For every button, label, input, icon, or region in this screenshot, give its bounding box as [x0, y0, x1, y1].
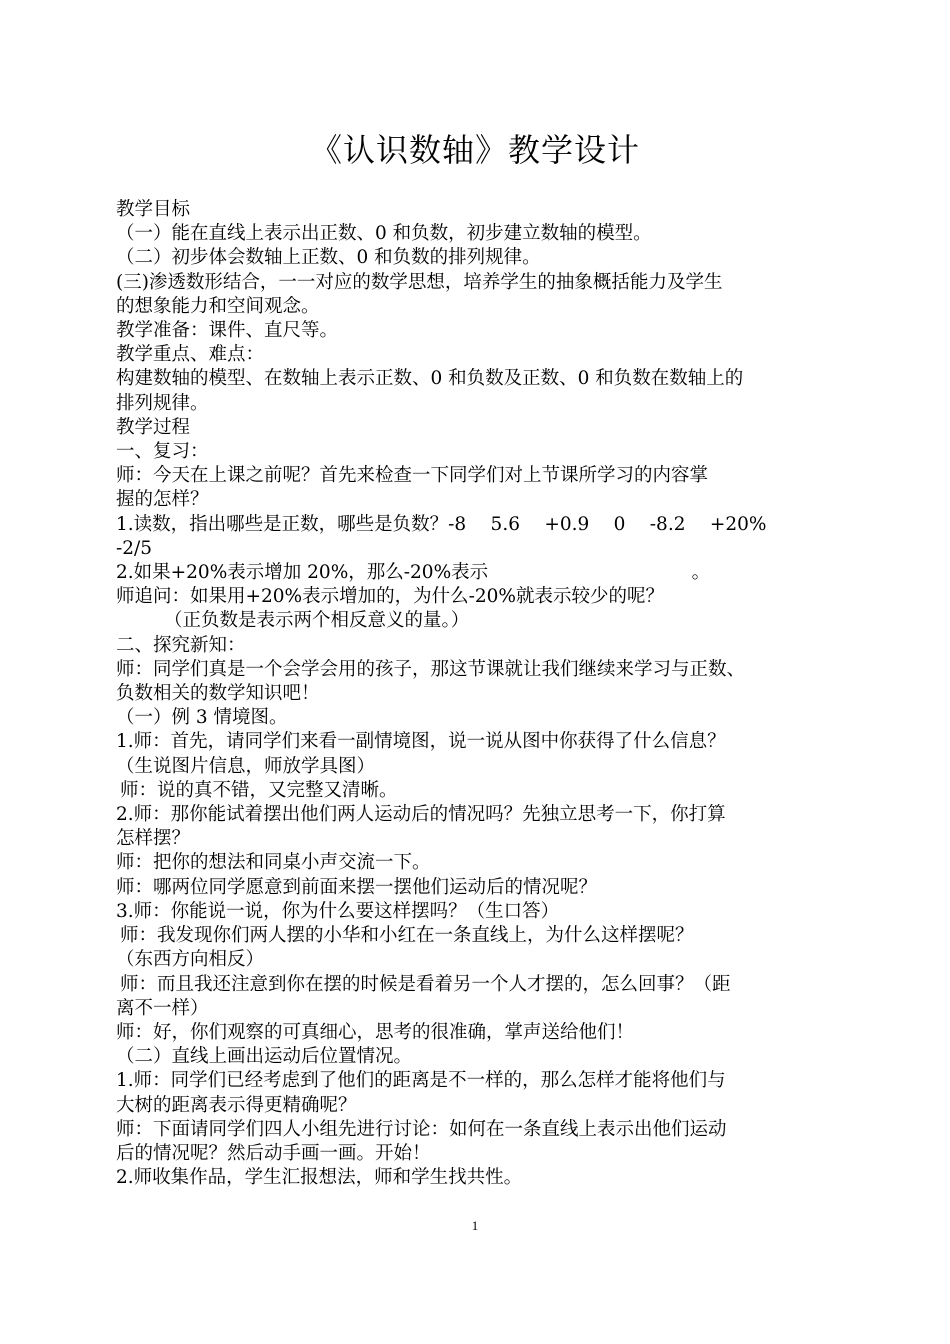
paragraph-line: 的想象能力和空间观念。 — [116, 295, 320, 317]
paragraph-line: （生说图片信息，师放学具图） — [116, 755, 376, 777]
paragraph-line: 教学准备：课件、直尺等。 — [116, 320, 339, 342]
paragraph-line: -2/5 — [116, 537, 153, 559]
page-number: 1 — [471, 1218, 479, 1233]
paragraph-line: 师：好，你们观察的可真细心，思考的很准确，掌声送给他们！ — [116, 1021, 635, 1043]
paragraph-line: 2.如果+20%表示增加 20%，那么-20%表示 。 — [116, 562, 711, 584]
section-heading: 教学过程 — [116, 416, 191, 438]
section-heading: 教学重点、难点： — [116, 344, 265, 366]
paragraph-line: 1.读数，指出哪些是正数，哪些是负数？-8 5.6 +0.9 0 -8.2 +20% — [116, 513, 767, 535]
paragraph-line: 负数相关的数学知识吧！ — [116, 683, 320, 705]
paragraph-line: 师：今天在上课之前呢？首先来检查一下同学们对上节课所学习的内容掌 — [116, 465, 709, 487]
paragraph-line: 师追问：如果用+20%表示增加的，为什么-20%就表示较少的呢？ — [116, 586, 664, 608]
paragraph-line: 握的怎样？ — [116, 489, 209, 511]
paragraph-line: 排列规律。 — [116, 392, 209, 414]
paragraph-line: （二）直线上画出运动后位置情况。 — [116, 1046, 413, 1068]
paragraph-line: 大树的距离表示得更精确呢？ — [116, 1094, 357, 1116]
paragraph-line: 1.师：同学们已经考虑到了他们的距离是不一样的，那么怎样才能将他们与 — [116, 1070, 726, 1092]
paragraph-line: 2.师：那你能试着摆出他们两人运动后的情况吗？先独立思考一下，你打算 — [116, 804, 726, 826]
paragraph-line: 师：下面请同学们四人小组先进行讨论：如何在一条直线上表示出他们运动 — [116, 1118, 727, 1140]
section-heading: 一、复习： — [116, 441, 209, 463]
paragraph-line: 师：而且我还注意到你在摆的时候是看着另一个人才摆的，怎么回事？（距 — [120, 973, 731, 995]
paragraph-line: （一）例 3 情境图。 — [116, 707, 288, 729]
paragraph-line: 2.师收集作品，学生汇报想法，师和学生找共性。 — [116, 1167, 523, 1189]
paragraph-line: 3.师：你能说一说，你为什么要这样摆吗？（生口答） — [116, 900, 560, 922]
paragraph-line: （一）能在直线上表示出正数、0 和负数，初步建立数轴的模型。 — [116, 223, 652, 245]
paragraph-line: 师：我发现你们两人摆的小华和小红在一条直线上，为什么这样摆呢？ — [120, 925, 694, 947]
paragraph-line: 师：把你的想法和同桌小声交流一下。 — [116, 852, 431, 874]
paragraph-line: 师：说的真不错，又完整又清晰。 — [120, 779, 398, 801]
paragraph-line: （东西方向相反） — [116, 949, 265, 971]
paragraph-line: (三)渗透数形结合，一一对应的数学思想，培养学生的抽象概括能力及学生 — [116, 271, 723, 293]
paragraph-line: 后的情况呢？然后动手画一画。开始！ — [116, 1142, 431, 1164]
section-heading: 教学目标 — [116, 199, 191, 220]
paragraph-line: 师：同学们真是一个会学会用的孩子，那这节课就让我们继续来学习与正数、 — [116, 658, 746, 680]
paragraph-line: 构建数轴的模型、在数轴上表示正数、0 和负数及正数、0 和负数在数轴上的 — [116, 368, 744, 390]
paragraph-line: （二）初步体会数轴上正数、0 和负数的排列规律。 — [116, 247, 541, 269]
document-title: 《认识数轴》教学设计 — [309, 131, 640, 169]
document-body — [116, 198, 842, 1190]
section-heading: 二、探究新知： — [116, 634, 246, 656]
paragraph-line: （正负数是表示两个相反意义的量。） — [164, 610, 470, 632]
paragraph-line: 离不一样） — [116, 997, 209, 1019]
paragraph-line: 师：哪两位同学愿意到前面来摆一摆他们运动后的情况呢？ — [116, 876, 598, 898]
paragraph-line: 怎样摆？ — [116, 828, 191, 850]
paragraph-line: 1.师：首先，请同学们来看一副情境图，说一说从图中你获得了什么信息？ — [116, 731, 726, 753]
